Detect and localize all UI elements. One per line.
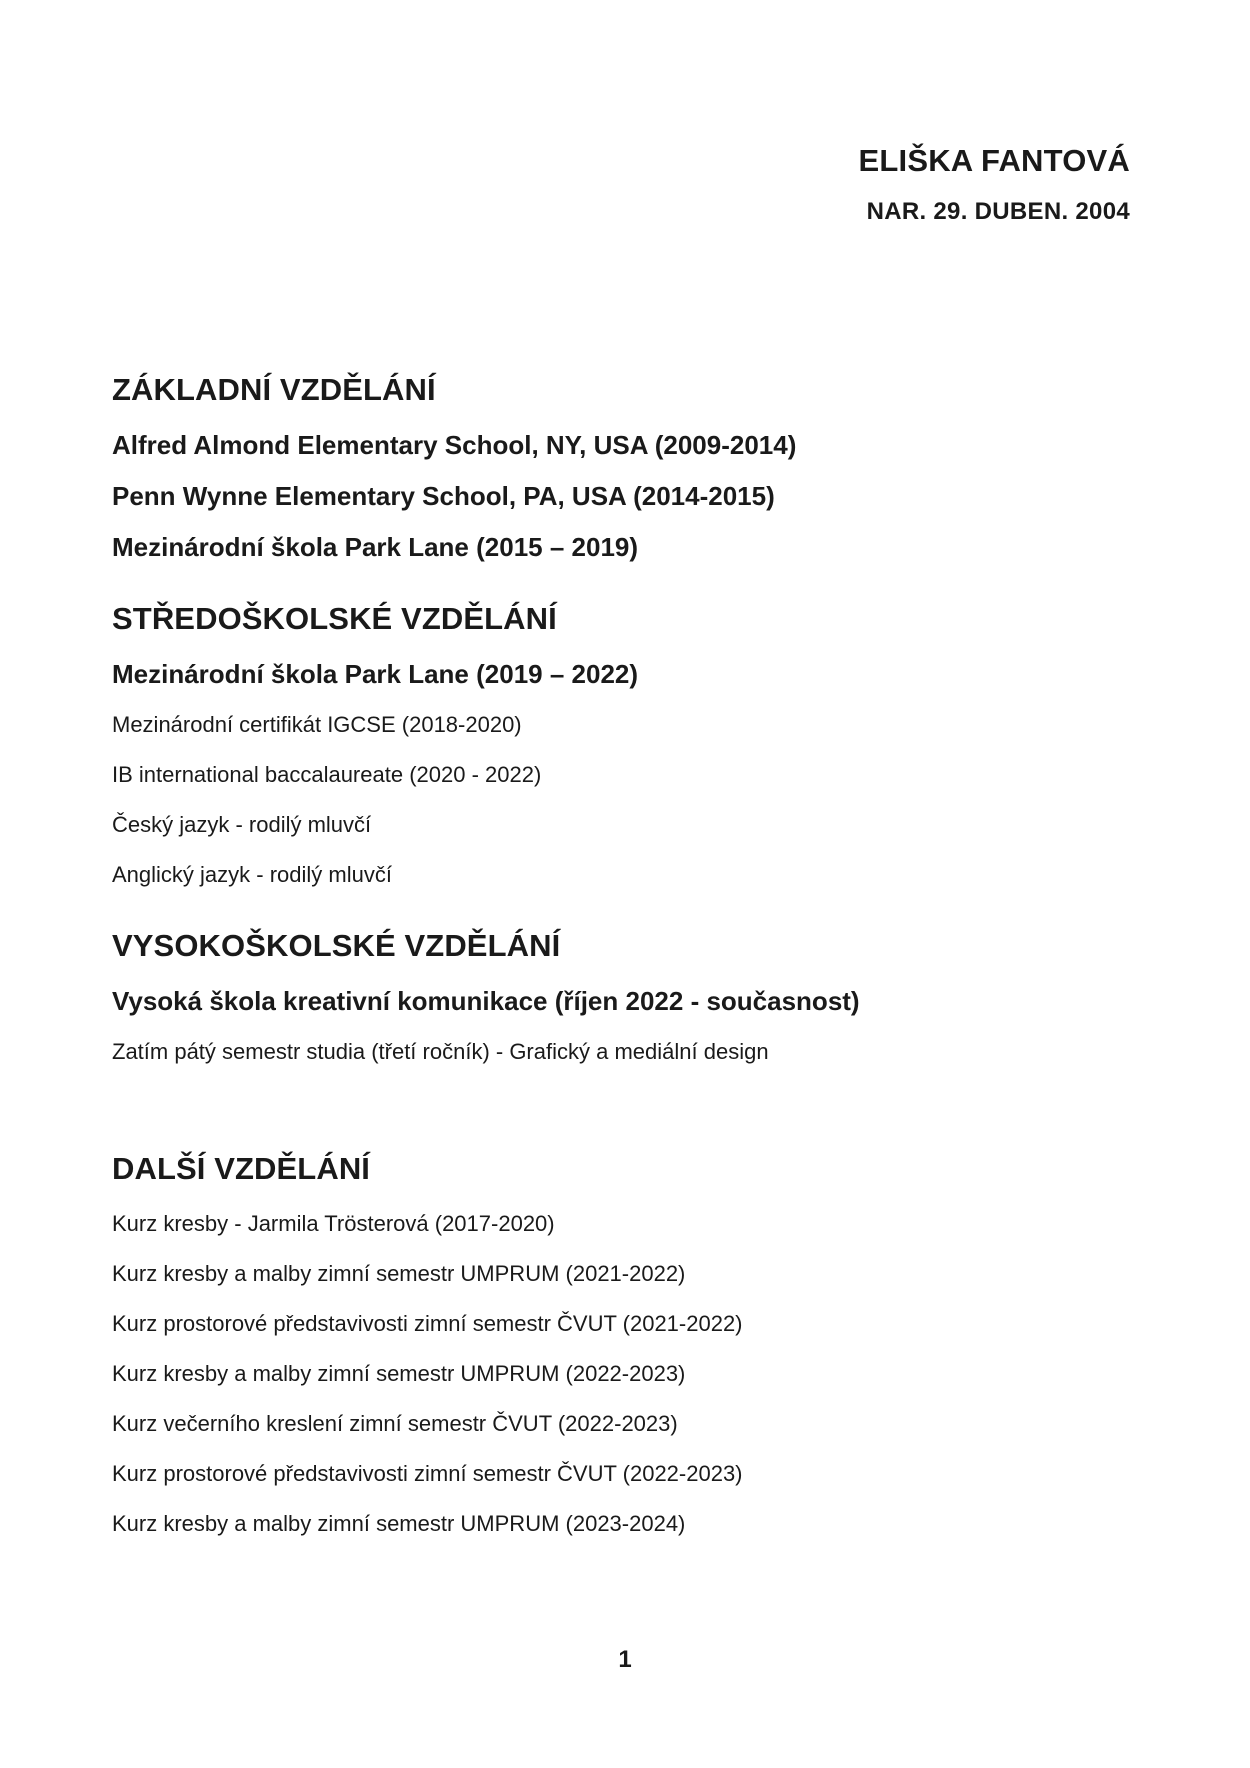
education-detail: Mezinárodní certifikát IGCSE (2018-2020)	[112, 712, 522, 737]
education-detail: Zatím pátý semestr studia (třetí ročník) - Grafický a mediální design	[112, 1039, 769, 1064]
section-secondary-education	[112, 599, 1132, 890]
section-title: ZÁKLADNÍ VZDĚLÁNÍ	[112, 372, 436, 407]
education-entry: Mezinárodní škola Park Lane (2019 – 2022)	[112, 659, 639, 689]
education-detail: Český jazyk - rodilý mluvčí	[112, 812, 372, 837]
course-entry: Kurz kresby a malby zimní semestr UMPRUM (2022-2023)	[112, 1361, 686, 1386]
section-title: VYSOKOŠKOLSKÉ VZDĚLÁNÍ	[112, 928, 561, 963]
cv-header	[859, 143, 1131, 227]
education-content	[112, 370, 1132, 1539]
course-entry: Kurz prostorové představivosti zimní semestr ČVUT (2022-2023)	[112, 1461, 743, 1486]
section-primary-education	[112, 370, 1132, 563]
person-name: ELIŠKA FANTOVÁ	[858, 143, 1130, 178]
course-entry: Kurz večerního kreslení zimní semestr ČVUT (2022-2023)	[112, 1411, 678, 1436]
education-detail: IB international baccalaureate (2020 - 2022)	[112, 762, 542, 787]
course-entry: Kurz kresby a malby zimní semestr UMPRUM (2021-2022)	[112, 1261, 686, 1286]
section-university-education	[112, 926, 1132, 1067]
date-of-birth: NAR. 29. DUBEN. 2004	[866, 198, 1130, 225]
section-title: DALŠÍ VZDĚLÁNÍ	[112, 1151, 371, 1186]
section-title: STŘEDOŠKOLSKÉ VZDĚLÁNÍ	[112, 601, 557, 636]
education-entry: Mezinárodní škola Park Lane (2015 – 2019)	[112, 532, 639, 562]
course-entry: Kurz kresby a malby zimní semestr UMPRUM (2023-2024)	[112, 1511, 686, 1536]
education-detail: Anglický jazyk - rodilý mluvčí	[112, 862, 392, 887]
education-entry: Alfred Almond Elementary School, NY, USA (2009-2014)	[112, 430, 797, 460]
page-number: 1	[618, 1646, 632, 1673]
section-further-education	[112, 1149, 1132, 1539]
course-entry: Kurz prostorové představivosti zimní semestr ČVUT (2021-2022)	[112, 1311, 743, 1336]
course-entry: Kurz kresby - Jarmila Trösterová (2017-2020)	[112, 1211, 555, 1236]
education-entry: Vysoká škola kreativní komunikace (říjen 2022 - současnost)	[112, 986, 860, 1016]
education-entry: Penn Wynne Elementary School, PA, USA (2014-2015)	[112, 481, 775, 511]
